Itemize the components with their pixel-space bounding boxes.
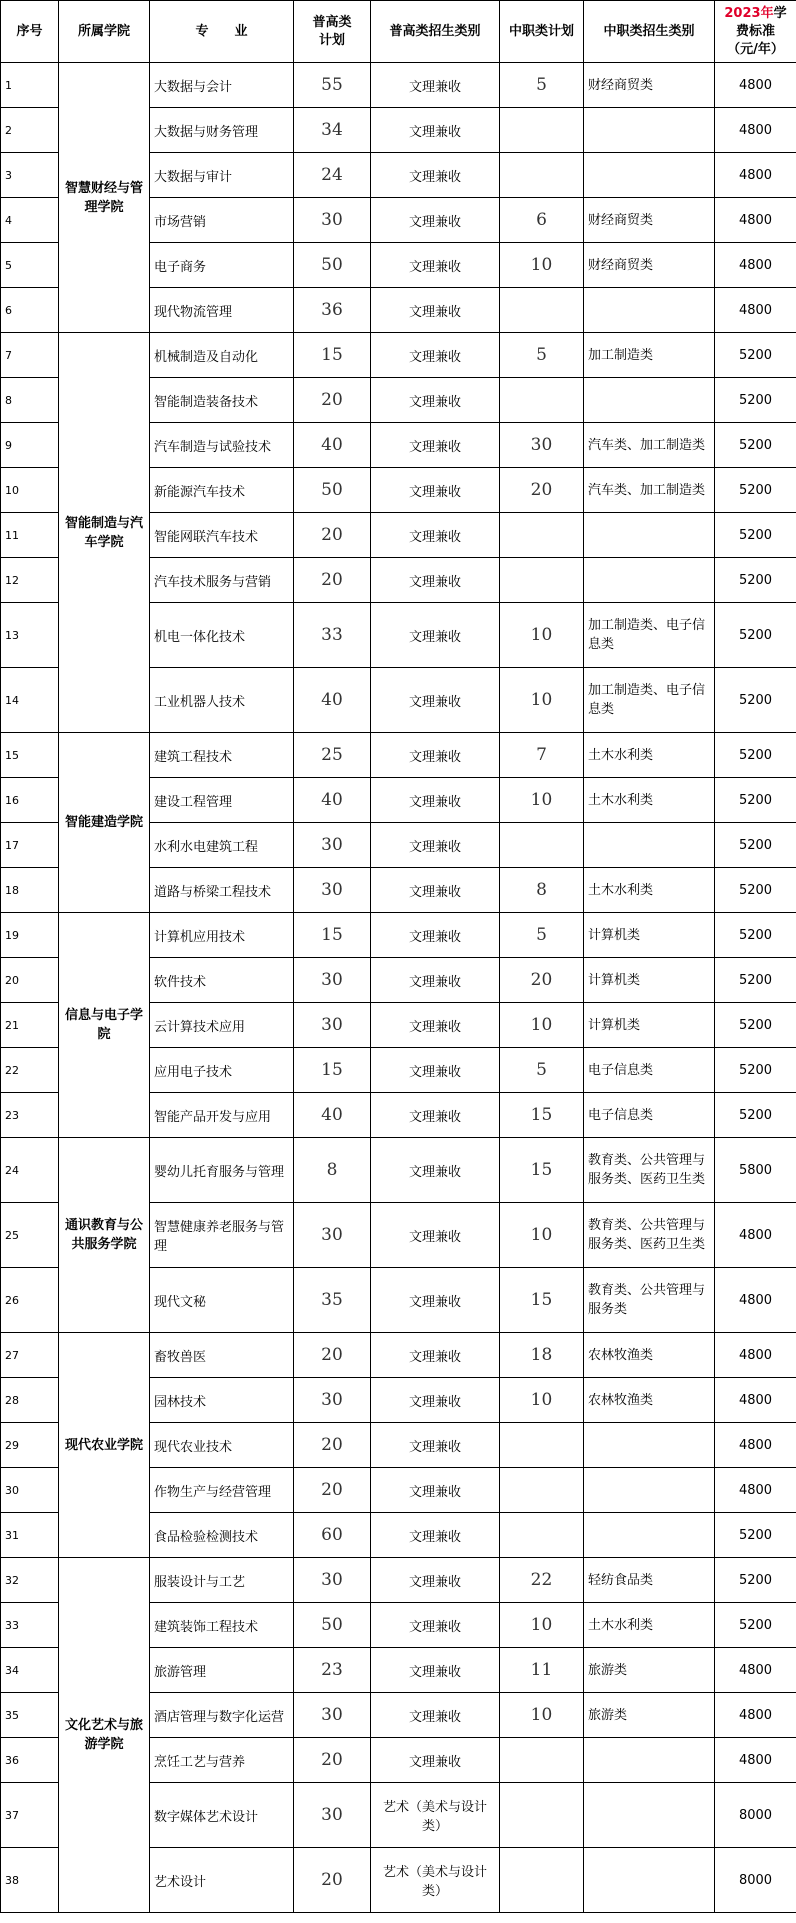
major-name: 大数据与财务管理	[150, 108, 294, 153]
vocational-category	[584, 1783, 715, 1848]
major-name: 园林技术	[150, 1378, 294, 1423]
tuition-fee: 5200	[715, 603, 796, 668]
gaokao-category: 文理兼收	[371, 603, 500, 668]
vocational-category: 加工制造类	[584, 333, 715, 378]
vocational-category: 土木水利类	[584, 778, 715, 823]
vocational-plan: 20	[500, 468, 584, 513]
row-number: 19	[1, 913, 59, 958]
gaokao-plan: 23	[294, 1648, 371, 1693]
vocational-plan: 5	[500, 333, 584, 378]
vocational-plan: 11	[500, 1648, 584, 1693]
vocational-plan: 5	[500, 63, 584, 108]
major-name: 大数据与审计	[150, 153, 294, 198]
vocational-plan	[500, 1423, 584, 1468]
vocational-category	[584, 1423, 715, 1468]
gaokao-plan: 50	[294, 468, 371, 513]
gaokao-category: 文理兼收	[371, 1138, 500, 1203]
major-name: 婴幼儿托育服务与管理	[150, 1138, 294, 1203]
major-name: 道路与桥梁工程技术	[150, 868, 294, 913]
tuition-fee: 4800	[715, 1468, 796, 1513]
major-name: 云计算技术应用	[150, 1003, 294, 1048]
major-name: 现代文秘	[150, 1268, 294, 1333]
row-number: 5	[1, 243, 59, 288]
gaokao-plan: 15	[294, 333, 371, 378]
major-name: 食品检验检测技术	[150, 1513, 294, 1558]
tuition-fee: 5200	[715, 468, 796, 513]
vocational-plan	[500, 378, 584, 423]
gaokao-category: 文理兼收	[371, 733, 500, 778]
header-gaokao-plan-line2: 计划	[318, 32, 345, 48]
gaokao-category: 文理兼收	[371, 378, 500, 423]
major-name: 智能产品开发与应用	[150, 1093, 294, 1138]
vocational-plan: 10	[500, 603, 584, 668]
row-number: 1	[1, 63, 59, 108]
row-number: 8	[1, 378, 59, 423]
row-number: 26	[1, 1268, 59, 1333]
header-major: 专 业	[150, 1, 294, 63]
school-name: 智能制造与汽车学院	[59, 333, 150, 733]
tuition-fee: 5200	[715, 1003, 796, 1048]
tuition-fee: 5200	[715, 668, 796, 733]
vocational-plan: 10	[500, 1378, 584, 1423]
row-number: 24	[1, 1138, 59, 1203]
major-name: 水利水电建筑工程	[150, 823, 294, 868]
row-number: 29	[1, 1423, 59, 1468]
gaokao-plan: 20	[294, 1333, 371, 1378]
gaokao-category: 文理兼收	[371, 868, 500, 913]
gaokao-plan: 30	[294, 198, 371, 243]
gaokao-category: 文理兼收	[371, 778, 500, 823]
gaokao-category: 文理兼收	[371, 288, 500, 333]
major-name: 建筑工程技术	[150, 733, 294, 778]
vocational-category: 教育类、公共管理与服务类、医药卫生类	[584, 1138, 715, 1203]
vocational-plan	[500, 288, 584, 333]
vocational-plan: 20	[500, 958, 584, 1003]
major-name: 现代物流管理	[150, 288, 294, 333]
tuition-fee: 4800	[715, 108, 796, 153]
school-name: 通识教育与公共服务学院	[59, 1138, 150, 1333]
row-number: 18	[1, 868, 59, 913]
vocational-category: 计算机类	[584, 958, 715, 1003]
gaokao-plan: 40	[294, 668, 371, 733]
gaokao-category: 艺术（美术与设计类）	[371, 1848, 500, 1913]
row-number: 27	[1, 1333, 59, 1378]
row-number: 34	[1, 1648, 59, 1693]
gaokao-plan: 30	[294, 958, 371, 1003]
vocational-plan	[500, 1783, 584, 1848]
vocational-plan: 10	[500, 668, 584, 733]
major-name: 软件技术	[150, 958, 294, 1003]
gaokao-category: 文理兼收	[371, 1378, 500, 1423]
vocational-plan: 30	[500, 423, 584, 468]
vocational-category	[584, 108, 715, 153]
tuition-fee: 4800	[715, 1738, 796, 1783]
vocational-category	[584, 1738, 715, 1783]
vocational-plan: 10	[500, 243, 584, 288]
major-name: 现代农业技术	[150, 1423, 294, 1468]
gaokao-plan: 30	[294, 868, 371, 913]
gaokao-plan: 30	[294, 1378, 371, 1423]
vocational-plan: 5	[500, 913, 584, 958]
gaokao-category: 文理兼收	[371, 1468, 500, 1513]
vocational-plan: 10	[500, 1003, 584, 1048]
vocational-plan	[500, 823, 584, 868]
row-number: 28	[1, 1378, 59, 1423]
row-number: 32	[1, 1558, 59, 1603]
row-number: 11	[1, 513, 59, 558]
tuition-fee: 4800	[715, 153, 796, 198]
gaokao-plan: 36	[294, 288, 371, 333]
gaokao-category: 艺术（美术与设计类）	[371, 1783, 500, 1848]
gaokao-plan: 30	[294, 1693, 371, 1738]
gaokao-plan: 20	[294, 1423, 371, 1468]
tuition-fee: 5200	[715, 733, 796, 778]
tuition-fee: 4800	[715, 1378, 796, 1423]
gaokao-category: 文理兼收	[371, 913, 500, 958]
vocational-plan	[500, 1468, 584, 1513]
tuition-fee: 4800	[715, 63, 796, 108]
gaokao-plan: 35	[294, 1268, 371, 1333]
major-name: 应用电子技术	[150, 1048, 294, 1093]
gaokao-category: 文理兼收	[371, 423, 500, 468]
header-fee-unit: （元/年）	[727, 41, 784, 57]
tuition-fee: 5200	[715, 868, 796, 913]
row-number: 2	[1, 108, 59, 153]
gaokao-category: 文理兼收	[371, 1268, 500, 1333]
header-school: 所属学院	[59, 1, 150, 63]
vocational-category	[584, 1513, 715, 1558]
tuition-fee: 5200	[715, 1048, 796, 1093]
major-name: 电子商务	[150, 243, 294, 288]
row-number: 9	[1, 423, 59, 468]
row-number: 14	[1, 668, 59, 733]
header-fee-label: 学费标准	[735, 5, 787, 39]
gaokao-category: 文理兼收	[371, 558, 500, 603]
vocational-category	[584, 288, 715, 333]
row-number: 33	[1, 1603, 59, 1648]
vocational-category	[584, 378, 715, 423]
gaokao-plan: 30	[294, 1783, 371, 1848]
gaokao-category: 文理兼收	[371, 823, 500, 868]
tuition-fee: 4800	[715, 1203, 796, 1268]
vocational-plan: 10	[500, 778, 584, 823]
table-row	[1, 733, 796, 778]
row-number: 7	[1, 333, 59, 378]
gaokao-plan: 20	[294, 513, 371, 558]
major-name: 智慧健康养老服务与管理	[150, 1203, 294, 1268]
row-number: 35	[1, 1693, 59, 1738]
vocational-category: 计算机类	[584, 913, 715, 958]
gaokao-plan: 60	[294, 1513, 371, 1558]
row-number: 22	[1, 1048, 59, 1093]
vocational-category: 加工制造类、电子信息类	[584, 668, 715, 733]
gaokao-plan: 40	[294, 423, 371, 468]
header-vocational-category: 中职类招生类别	[584, 1, 715, 63]
gaokao-category: 文理兼收	[371, 1648, 500, 1693]
header-fee-year: 2023年	[724, 5, 774, 21]
vocational-category: 财经商贸类	[584, 243, 715, 288]
vocational-category: 汽车类、加工制造类	[584, 423, 715, 468]
major-name: 服装设计与工艺	[150, 1558, 294, 1603]
school-name: 信息与电子学院	[59, 913, 150, 1138]
gaokao-plan: 20	[294, 1738, 371, 1783]
vocational-category: 旅游类	[584, 1648, 715, 1693]
vocational-category	[584, 1848, 715, 1913]
vocational-category: 电子信息类	[584, 1093, 715, 1138]
vocational-category: 旅游类	[584, 1693, 715, 1738]
school-name: 现代农业学院	[59, 1333, 150, 1558]
tuition-fee: 4800	[715, 1268, 796, 1333]
gaokao-category: 文理兼收	[371, 1333, 500, 1378]
gaokao-category: 文理兼收	[371, 513, 500, 558]
vocational-category: 农林牧渔类	[584, 1333, 715, 1378]
gaokao-plan: 40	[294, 778, 371, 823]
gaokao-category: 文理兼收	[371, 333, 500, 378]
tuition-fee: 5200	[715, 1603, 796, 1648]
row-number: 30	[1, 1468, 59, 1513]
tuition-fee: 5200	[715, 1093, 796, 1138]
gaokao-plan: 20	[294, 378, 371, 423]
vocational-plan: 22	[500, 1558, 584, 1603]
major-name: 汽车技术服务与营销	[150, 558, 294, 603]
header-gaokao-category: 普高类招生类别	[371, 1, 500, 63]
school-name: 智慧财经与管理学院	[59, 63, 150, 333]
row-number: 16	[1, 778, 59, 823]
vocational-plan	[500, 1738, 584, 1783]
row-number: 31	[1, 1513, 59, 1558]
major-name: 旅游管理	[150, 1648, 294, 1693]
major-name: 酒店管理与数字化运营	[150, 1693, 294, 1738]
row-number: 17	[1, 823, 59, 868]
major-name: 工业机器人技术	[150, 668, 294, 733]
header-gaokao-plan-line1: 普高类	[312, 14, 352, 30]
gaokao-category: 文理兼收	[371, 1738, 500, 1783]
gaokao-plan: 15	[294, 913, 371, 958]
gaokao-category: 文理兼收	[371, 153, 500, 198]
major-name: 智能网联汽车技术	[150, 513, 294, 558]
tuition-fee: 8000	[715, 1783, 796, 1848]
tuition-fee: 5200	[715, 1558, 796, 1603]
header-no: 序号	[1, 1, 59, 63]
gaokao-plan: 15	[294, 1048, 371, 1093]
tuition-fee: 4800	[715, 1423, 796, 1468]
gaokao-plan: 33	[294, 603, 371, 668]
row-number: 15	[1, 733, 59, 778]
header-gaokao-plan	[294, 1, 371, 63]
tuition-fee: 4800	[715, 1333, 796, 1378]
school-name: 文化艺术与旅游学院	[59, 1558, 150, 1913]
vocational-category	[584, 823, 715, 868]
gaokao-category: 文理兼收	[371, 1003, 500, 1048]
gaokao-plan: 50	[294, 1603, 371, 1648]
school-name: 智能建造学院	[59, 733, 150, 913]
gaokao-category: 文理兼收	[371, 243, 500, 288]
vocational-plan: 15	[500, 1093, 584, 1138]
major-name: 新能源汽车技术	[150, 468, 294, 513]
gaokao-plan: 24	[294, 153, 371, 198]
gaokao-category: 文理兼收	[371, 108, 500, 153]
vocational-plan	[500, 558, 584, 603]
major-name: 作物生产与经营管理	[150, 1468, 294, 1513]
vocational-category: 教育类、公共管理与服务类	[584, 1268, 715, 1333]
major-name: 汽车制造与试验技术	[150, 423, 294, 468]
gaokao-category: 文理兼收	[371, 958, 500, 1003]
gaokao-category: 文理兼收	[371, 1603, 500, 1648]
row-number: 36	[1, 1738, 59, 1783]
tuition-fee: 5200	[715, 913, 796, 958]
row-number: 21	[1, 1003, 59, 1048]
vocational-plan: 18	[500, 1333, 584, 1378]
vocational-category	[584, 1468, 715, 1513]
gaokao-category: 文理兼收	[371, 468, 500, 513]
gaokao-plan: 55	[294, 63, 371, 108]
vocational-plan: 6	[500, 198, 584, 243]
vocational-plan: 5	[500, 1048, 584, 1093]
gaokao-category: 文理兼收	[371, 1048, 500, 1093]
vocational-category: 土木水利类	[584, 868, 715, 913]
tuition-fee: 8000	[715, 1848, 796, 1913]
vocational-plan	[500, 513, 584, 558]
tuition-fee: 4800	[715, 1693, 796, 1738]
gaokao-plan: 30	[294, 1558, 371, 1603]
row-number: 3	[1, 153, 59, 198]
major-name: 机械制造及自动化	[150, 333, 294, 378]
vocational-category: 土木水利类	[584, 1603, 715, 1648]
vocational-plan: 7	[500, 733, 584, 778]
vocational-category: 加工制造类、电子信息类	[584, 603, 715, 668]
gaokao-category: 文理兼收	[371, 1513, 500, 1558]
major-name: 大数据与会计	[150, 63, 294, 108]
vocational-category: 电子信息类	[584, 1048, 715, 1093]
row-number: 12	[1, 558, 59, 603]
vocational-category: 计算机类	[584, 1003, 715, 1048]
vocational-plan: 15	[500, 1268, 584, 1333]
vocational-plan	[500, 108, 584, 153]
tuition-fee: 5200	[715, 333, 796, 378]
major-name: 艺术设计	[150, 1848, 294, 1913]
tuition-fee: 5200	[715, 378, 796, 423]
tuition-fee: 4800	[715, 1648, 796, 1693]
vocational-category	[584, 558, 715, 603]
gaokao-plan: 25	[294, 733, 371, 778]
tuition-fee: 5200	[715, 823, 796, 868]
major-name: 建设工程管理	[150, 778, 294, 823]
row-number: 38	[1, 1848, 59, 1913]
gaokao-plan: 20	[294, 1468, 371, 1513]
vocational-category: 教育类、公共管理与服务类、医药卫生类	[584, 1203, 715, 1268]
tuition-fee: 5200	[715, 423, 796, 468]
vocational-plan	[500, 1513, 584, 1558]
vocational-plan: 10	[500, 1203, 584, 1268]
gaokao-plan: 20	[294, 1848, 371, 1913]
major-name: 数字媒体艺术设计	[150, 1783, 294, 1848]
gaokao-category: 文理兼收	[371, 63, 500, 108]
vocational-plan: 15	[500, 1138, 584, 1203]
header-vocational-plan: 中职类计划	[500, 1, 584, 63]
tuition-fee: 4800	[715, 198, 796, 243]
tuition-fee: 5200	[715, 1513, 796, 1558]
vocational-category: 轻纺食品类	[584, 1558, 715, 1603]
row-number: 10	[1, 468, 59, 513]
major-name: 机电一体化技术	[150, 603, 294, 668]
table-row	[1, 913, 796, 958]
major-name: 建筑装饰工程技术	[150, 1603, 294, 1648]
gaokao-plan: 20	[294, 558, 371, 603]
row-number: 4	[1, 198, 59, 243]
tuition-fee: 5200	[715, 558, 796, 603]
tuition-fee: 5200	[715, 513, 796, 558]
major-name: 市场营销	[150, 198, 294, 243]
gaokao-plan: 40	[294, 1093, 371, 1138]
vocational-plan: 10	[500, 1603, 584, 1648]
vocational-category: 财经商贸类	[584, 63, 715, 108]
vocational-category: 农林牧渔类	[584, 1378, 715, 1423]
major-name: 智能制造装备技术	[150, 378, 294, 423]
row-number: 6	[1, 288, 59, 333]
tuition-fee: 4800	[715, 288, 796, 333]
gaokao-plan: 34	[294, 108, 371, 153]
vocational-plan	[500, 153, 584, 198]
major-name: 计算机应用技术	[150, 913, 294, 958]
major-name: 烹饪工艺与营养	[150, 1738, 294, 1783]
vocational-plan: 10	[500, 1693, 584, 1738]
vocational-category: 财经商贸类	[584, 198, 715, 243]
gaokao-category: 文理兼收	[371, 1203, 500, 1268]
header-row	[1, 1, 796, 63]
gaokao-category: 文理兼收	[371, 1693, 500, 1738]
vocational-category	[584, 153, 715, 198]
vocational-plan	[500, 1848, 584, 1913]
tuition-fee: 5800	[715, 1138, 796, 1203]
gaokao-category: 文理兼收	[371, 668, 500, 733]
gaokao-category: 文理兼收	[371, 198, 500, 243]
row-number: 23	[1, 1093, 59, 1138]
tuition-fee: 5200	[715, 958, 796, 1003]
gaokao-plan: 30	[294, 823, 371, 868]
tuition-fee: 5200	[715, 778, 796, 823]
gaokao-category: 文理兼收	[371, 1093, 500, 1138]
tuition-fee: 4800	[715, 243, 796, 288]
major-name: 畜牧兽医	[150, 1333, 294, 1378]
vocational-plan: 8	[500, 868, 584, 913]
header-fee	[715, 1, 796, 63]
vocational-category	[584, 513, 715, 558]
gaokao-category: 文理兼收	[371, 1423, 500, 1468]
gaokao-plan: 8	[294, 1138, 371, 1203]
gaokao-plan: 30	[294, 1003, 371, 1048]
row-number: 13	[1, 603, 59, 668]
row-number: 37	[1, 1783, 59, 1848]
gaokao-category: 文理兼收	[371, 1558, 500, 1603]
table-row	[1, 63, 796, 108]
row-number: 25	[1, 1203, 59, 1268]
table-row	[1, 333, 796, 378]
vocational-category: 土木水利类	[584, 733, 715, 778]
table-row	[1, 1558, 796, 1603]
gaokao-plan: 50	[294, 243, 371, 288]
table-row	[1, 1333, 796, 1378]
gaokao-plan: 30	[294, 1203, 371, 1268]
vocational-category: 汽车类、加工制造类	[584, 468, 715, 513]
table-row	[1, 1138, 796, 1203]
row-number: 20	[1, 958, 59, 1003]
